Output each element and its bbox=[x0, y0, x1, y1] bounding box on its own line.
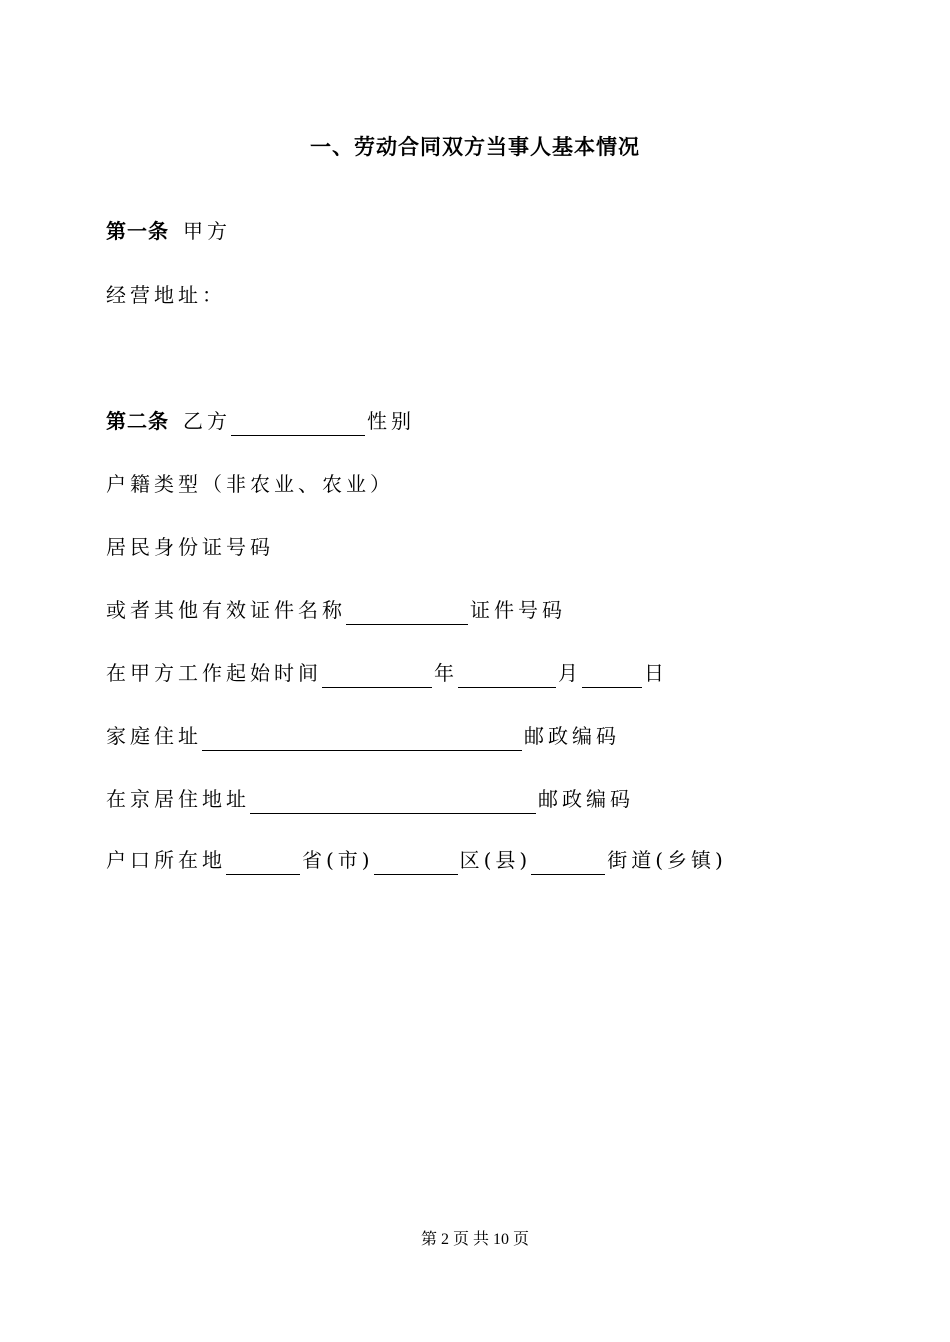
party-b-name-blank[interactable] bbox=[231, 413, 365, 436]
month-label: 月 bbox=[558, 661, 582, 685]
start-month-blank[interactable] bbox=[458, 665, 556, 688]
postal-code-label-1: 邮政编码 bbox=[524, 724, 620, 748]
home-address-label: 家庭住址 bbox=[106, 724, 202, 748]
home-address-line bbox=[106, 721, 620, 751]
other-id-name-blank[interactable] bbox=[346, 602, 468, 625]
district-blank[interactable] bbox=[374, 852, 458, 875]
start-time-label: 在甲方工作起始时间 bbox=[106, 661, 322, 685]
gender-label: 性别 bbox=[367, 409, 415, 433]
other-id-name-label: 或者其他有效证件名称 bbox=[106, 598, 346, 622]
id-number-label: 居民身份证号码 bbox=[106, 535, 274, 559]
other-id-line bbox=[106, 595, 566, 625]
business-address-label: 经营地址： bbox=[106, 283, 226, 307]
start-time-line bbox=[106, 658, 668, 688]
hukou-location-line bbox=[106, 845, 727, 875]
household-type-label: 户籍类型（非农业、农业） bbox=[106, 472, 394, 496]
start-day-blank[interactable] bbox=[582, 665, 642, 688]
page-indicator: 第 2 页 共 10 页 bbox=[420, 1231, 529, 1248]
article-2-heading: 第二条 bbox=[106, 409, 169, 433]
household-type-line bbox=[106, 469, 394, 499]
article-1-heading: 第一条 bbox=[106, 219, 169, 243]
id-number-line bbox=[106, 532, 274, 562]
beijing-address-line bbox=[106, 784, 634, 814]
year-label: 年 bbox=[434, 661, 458, 685]
id-no-label: 证件号码 bbox=[470, 598, 566, 622]
party-b-label: 乙方 bbox=[183, 409, 231, 433]
street-label: 街道(乡镇) bbox=[607, 848, 727, 872]
district-label: 区(县) bbox=[459, 848, 532, 872]
beijing-address-label: 在京居住地址 bbox=[106, 787, 250, 811]
section-title: 一、劳动合同双方当事人基本情况 bbox=[310, 135, 640, 159]
party-a-label: 甲方 bbox=[183, 219, 231, 243]
day-label: 日 bbox=[644, 661, 668, 685]
postal-code-label-2: 邮政编码 bbox=[538, 787, 634, 811]
street-blank[interactable] bbox=[531, 852, 605, 875]
beijing-address-blank[interactable] bbox=[250, 791, 536, 814]
province-label: 省(市) bbox=[302, 848, 374, 872]
home-address-blank[interactable] bbox=[202, 728, 522, 751]
business-address-line bbox=[106, 280, 226, 310]
article-2-party-b-line bbox=[106, 406, 415, 436]
province-blank[interactable] bbox=[226, 852, 300, 875]
hukou-location-label: 户口所在地 bbox=[106, 848, 226, 872]
start-year-blank[interactable] bbox=[322, 665, 432, 688]
article-1-party-a-line bbox=[106, 216, 231, 246]
